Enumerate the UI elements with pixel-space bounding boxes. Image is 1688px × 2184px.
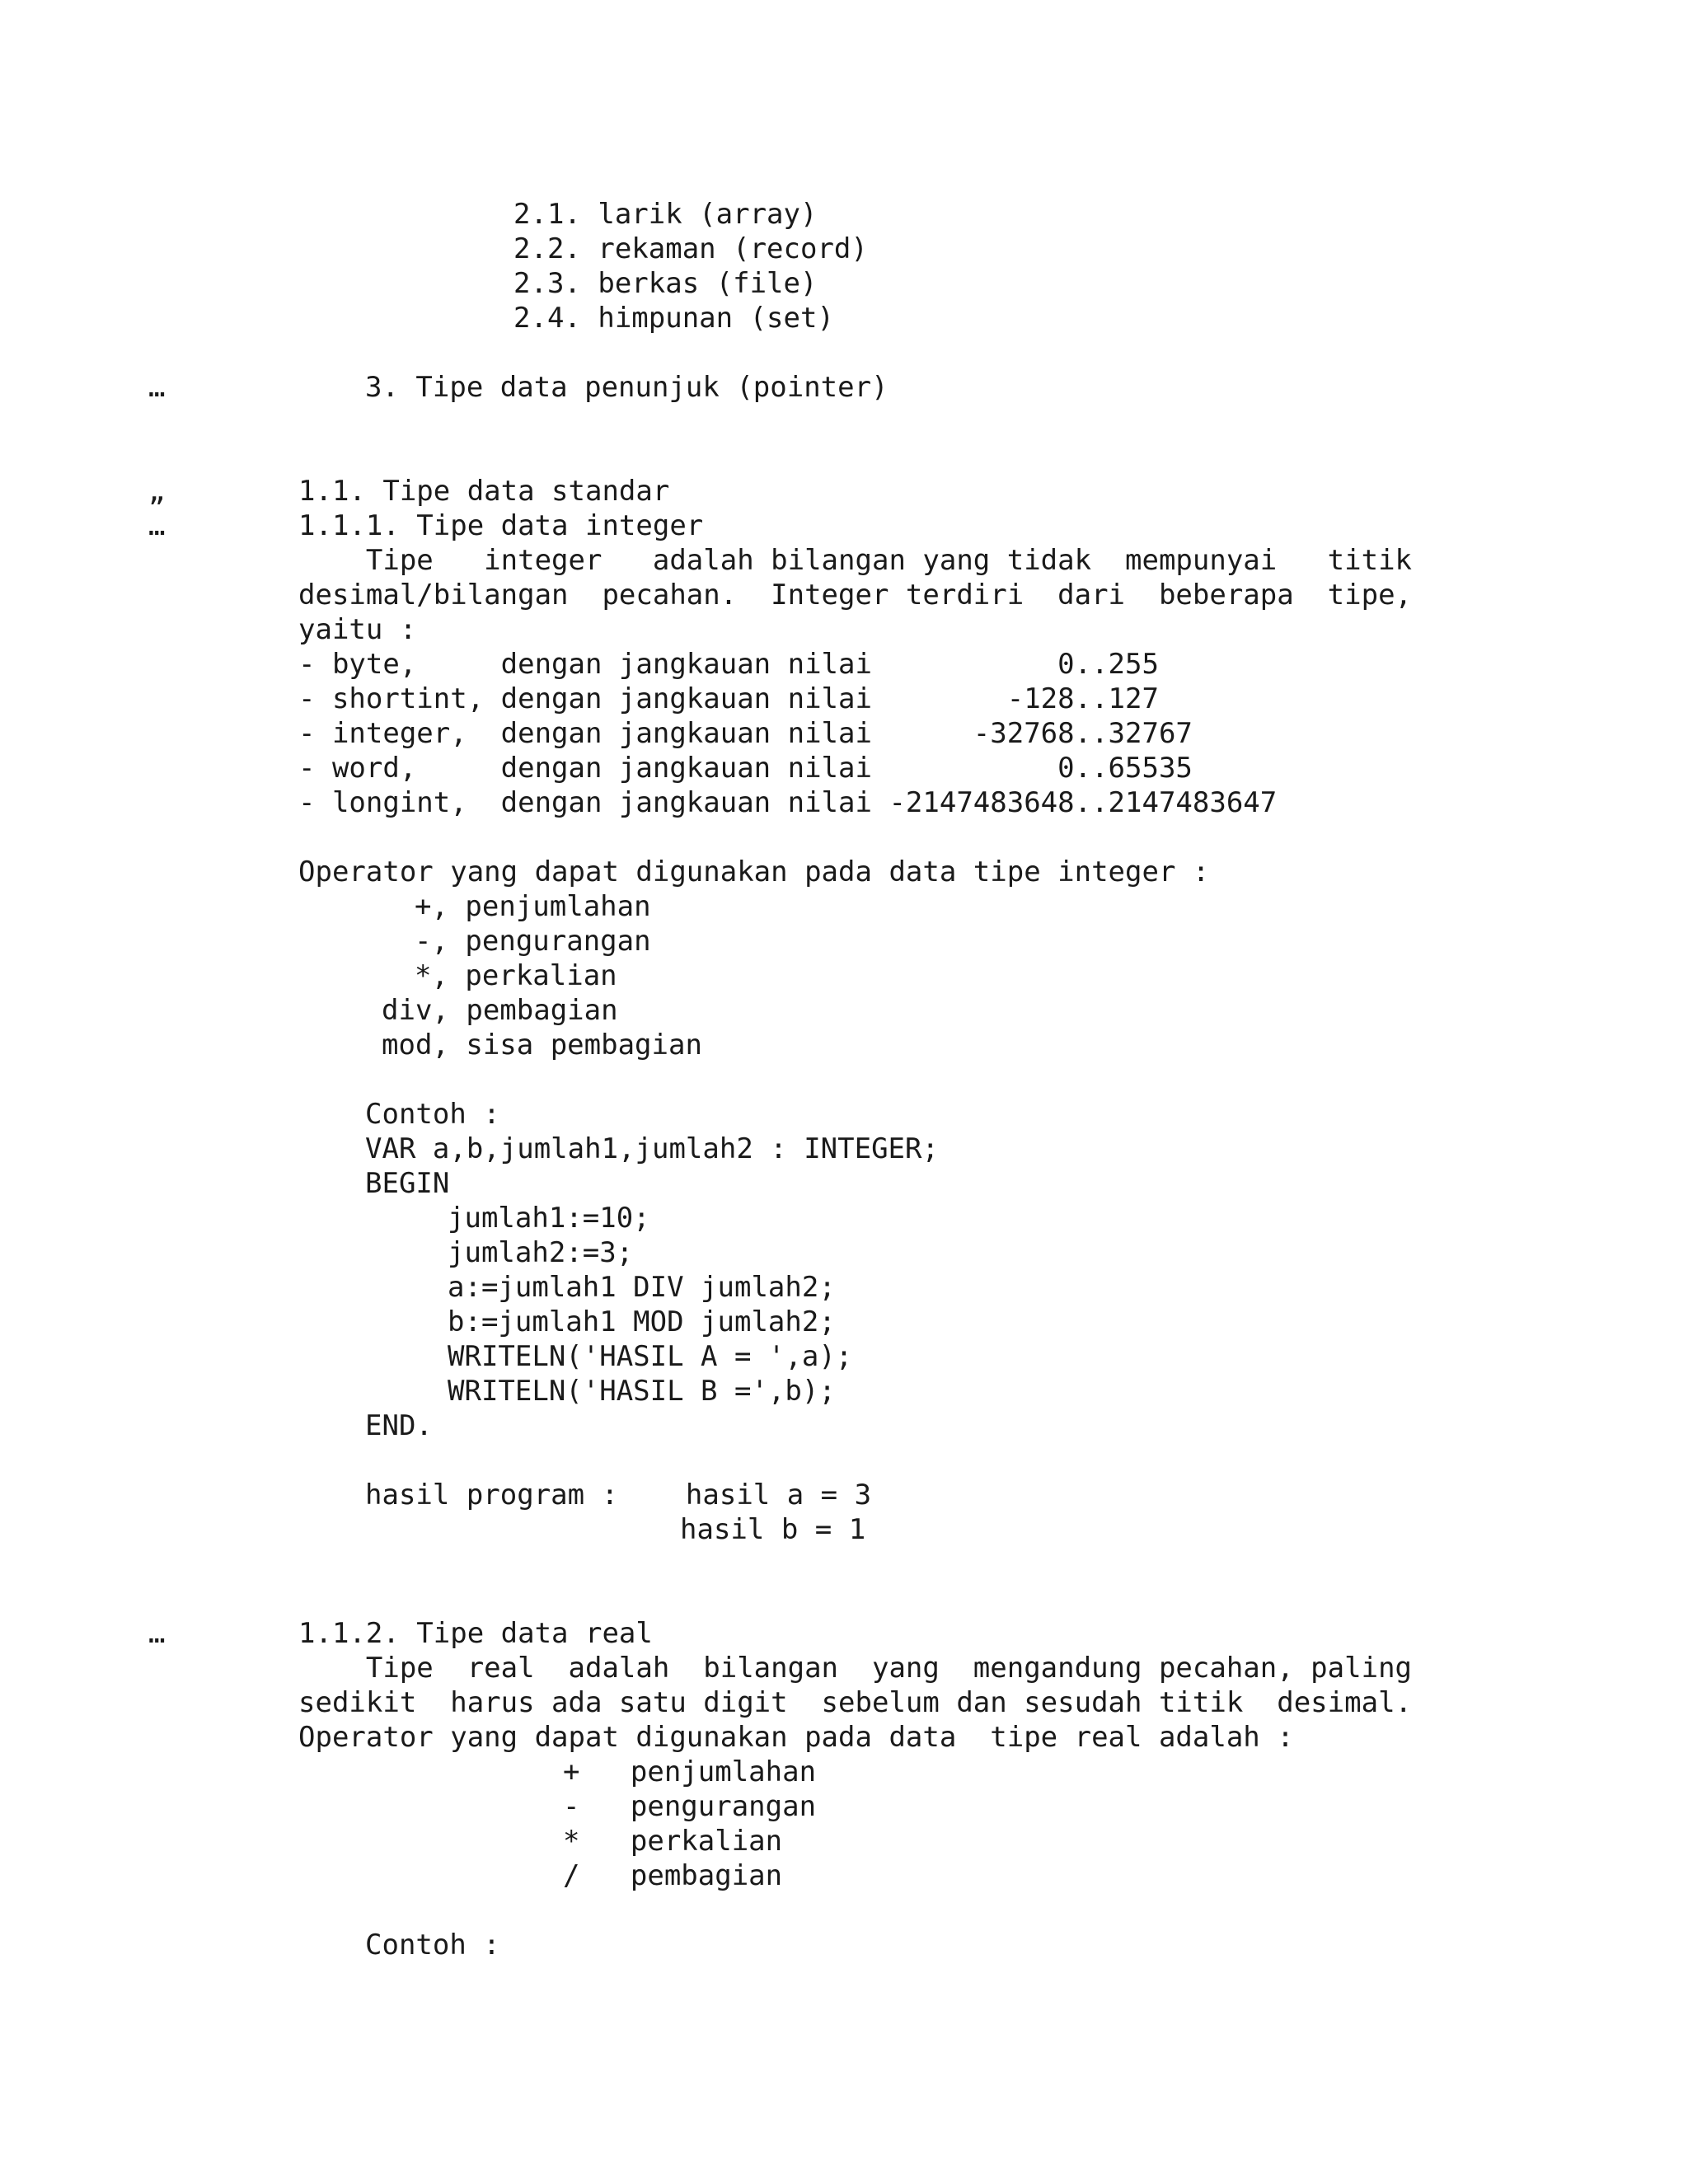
operator-item: mod, sisa pembagian [382,1029,702,1062]
code-line: END. [365,1409,433,1442]
text-line: Tipe integer adalah bilangan yang tidak mempunyai titik [298,544,1413,577]
section-heading: 1.1.2. Tipe data real [298,1617,653,1650]
code-line: b:=jumlah1 MOD jumlah2; [448,1305,836,1338]
text-line: Operator yang dapat digunakan pada data tipe real adalah : [298,1721,1294,1754]
code-line: jumlah2:=3; [448,1236,634,1269]
text-line: Tipe real adalah bilangan yang mengandung pecahan, paling [298,1652,1413,1685]
operator-item: * perkalian [563,1825,783,1858]
bullet-marker: … [148,509,166,542]
operator-item: -, pengurangan [415,925,651,958]
text-line: - word, dengan jangkauan nilai 0..65535 [298,752,1193,785]
code-line: WRITELN('HASIL A = ',a); [448,1340,853,1373]
code-line: jumlah1:=10; [448,1202,650,1235]
text-line: hasil b = 1 [680,1513,866,1546]
code-line: BEGIN [365,1167,450,1200]
operator-item: + penjumlahan [563,1755,817,1788]
text-line: hasil program : hasil a = 3 [365,1479,872,1511]
code-line: VAR a,b,jumlah1,jumlah2 : INTEGER; [365,1132,939,1165]
text-line: Operator yang dapat digunakan pada data tipe integer : [298,855,1210,888]
text-line: Contoh : [365,1098,500,1131]
code-line: WRITELN('HASIL B =',b); [448,1375,836,1408]
text-line: 2.2. rekaman (record) [513,232,868,265]
text-line: Contoh : [365,1929,500,1961]
operator-item: div, pembagian [382,994,618,1027]
bullet-marker: „ [148,475,166,508]
text-line: yaitu : [298,613,417,646]
text-line: desimal/bilangan pecahan. Integer terdiri dari beberapa tipe, [298,579,1413,612]
section-heading: 1.1. Tipe data standar [298,475,670,508]
text-line: - byte, dengan jangkauan nilai 0..255 [298,648,1159,681]
operator-item: - pengurangan [563,1790,817,1823]
text-line: 2.3. berkas (file) [513,267,818,300]
text-line: 3. Tipe data penunjuk (pointer) [365,371,889,404]
text-line: - integer, dengan jangkauan nilai -32768..32767 [298,717,1193,750]
text-line: 2.1. larik (array) [513,198,818,231]
text-line: sedikit harus ada satu digit sebelum dan sesudah titik desimal. [298,1686,1413,1719]
text-line: 2.4. himpunan (set) [513,302,834,335]
bullet-marker: … [148,1617,166,1650]
code-line: a:=jumlah1 DIV jumlah2; [448,1271,836,1304]
text-line: - longint, dengan jangkauan nilai -2147483648..2147483647 [298,786,1278,819]
bullet-marker: … [148,371,166,404]
operator-item: +, penjumlahan [415,890,651,923]
text-line: - shortint, dengan jangkauan nilai -128..127 [298,682,1159,715]
operator-item: *, perkalian [415,959,617,992]
section-heading: 1.1.1. Tipe data integer [298,509,704,542]
operator-item: / pembagian [563,1859,783,1892]
